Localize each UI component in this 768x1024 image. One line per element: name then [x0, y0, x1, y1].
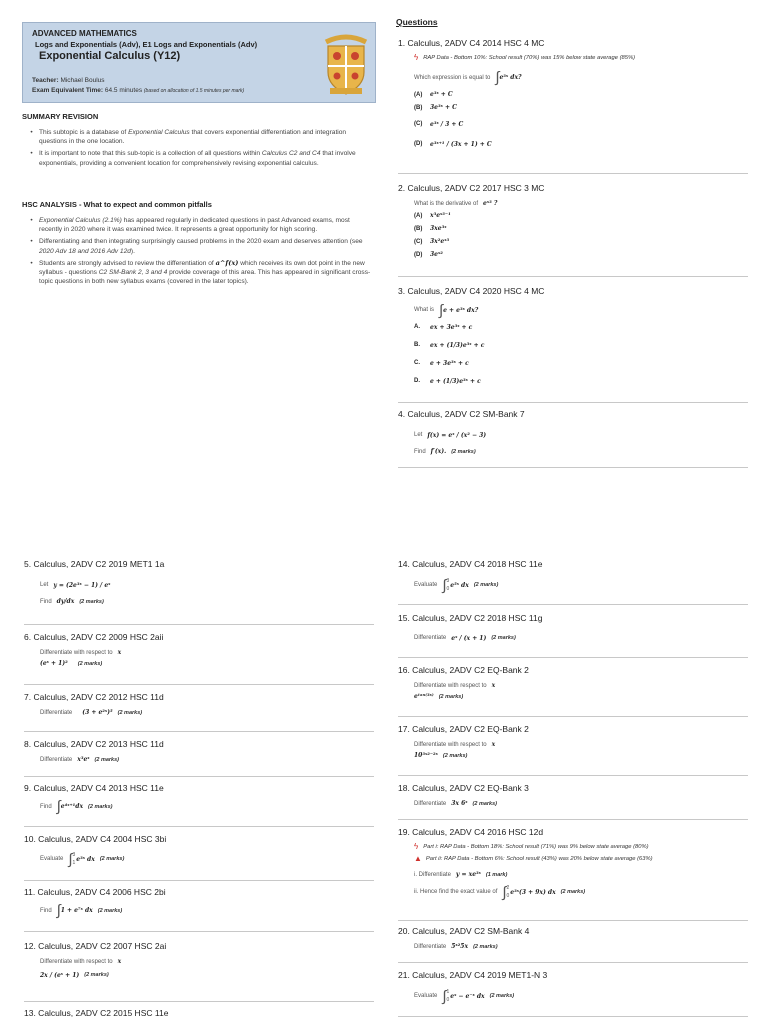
- question-16: 16. Calculus, 2ADV C2 EQ-Bank 2 Differentiate with respect to x eᵗᵃⁿ⁽³ˣ⁾ (2 marks): [398, 665, 748, 702]
- question-heading: 3. Calculus, 2ADV C4 2020 HSC 4 MC: [398, 286, 545, 296]
- answer-option: (A) e³ˣ + C: [414, 91, 453, 98]
- question-heading: 17. Calculus, 2ADV C2 EQ-Bank 2: [398, 724, 529, 734]
- question-heading: 10. Calculus, 2ADV C4 2004 HSC 3bi: [24, 834, 167, 844]
- question-heading: 16. Calculus, 2ADV C2 EQ-Bank 2: [398, 665, 529, 675]
- question-8: 8. Calculus, 2ADV C2 2013 HSC 11d Differentiate x³eˣ (2 marks): [24, 739, 374, 765]
- time-label: Exam Equivalent Time:: [32, 87, 104, 94]
- divider: [398, 467, 748, 468]
- summary-heading: SUMMARY REVISION: [22, 112, 99, 121]
- question-9: 9. Calculus, 2ADV C4 2013 HSC 11e Find ∫ e⁴ˣ⁺¹dx (2 marks): [24, 783, 374, 815]
- question-5: 5. Calculus, 2ADV C2 2019 MET1 1a Let y = (2e³ˣ − 1) / eˣ Find dy/dx (2 marks): [24, 559, 374, 607]
- divider: [398, 716, 748, 717]
- divider: [398, 1016, 748, 1017]
- rap-note: ϟ Part i: RAP Data - Bottom 18%: School result (71%) was 9% below state average (80%): [414, 842, 649, 851]
- lightning-icon: ϟ: [414, 53, 419, 62]
- divider: [398, 920, 748, 921]
- course-label: ADVANCED MATHEMATICS: [32, 29, 137, 38]
- question-13: [24, 1008, 374, 1018]
- questions-title: Questions: [396, 17, 438, 27]
- divider: [398, 173, 748, 174]
- divider: [398, 276, 748, 277]
- divider: [398, 819, 748, 820]
- question-10: 10. Calculus, 2ADV C4 2004 HSC 3bi Evaluate ∫ 3 1 e³ˣ dx (2 marks): [24, 834, 374, 869]
- page-title: Exponential Calculus (Y12): [39, 50, 181, 62]
- question-heading: 18. Calculus, 2ADV C2 EQ-Bank 3: [398, 783, 529, 793]
- answer-option: C. e + 3e³ˣ + c: [414, 359, 469, 367]
- divider: [398, 775, 748, 776]
- question-heading: 7. Calculus, 2ADV C2 2012 HSC 11d: [24, 692, 164, 702]
- question-heading: 21. Calculus, 2ADV C4 2019 MET1-N 3: [398, 970, 548, 980]
- answer-option: (D) 3eˣ²: [414, 251, 443, 258]
- summary-bullet: • It is important to note that this sub-topic is a collection of all questions within Calculus C2 and C4 that involve exponentials, providing a convenient location for comprehensively revising exponential calculus.: [30, 150, 356, 167]
- answer-option: D. e + (1/3)e³ˣ + c: [414, 377, 481, 385]
- question-heading: 4. Calculus, 2ADV C2 SM-Bank 7: [398, 409, 525, 419]
- time-value: 64.5 minutes: [104, 87, 143, 94]
- question-2: 2. Calculus, 2ADV C2 2017 HSC 3 MC What is the derivative of eˣ³ ? (A) x³eˣ³⁻¹ (B) 3xe³ˣ (C) 3x²eˣ³ (D) 3eˣ²: [398, 183, 748, 261]
- hsc-bullet: • Differentiating and then integrating surprisingly caused problems in the 2020 exam and deserves attention (see 2020 Adv 18 and 2016 Adv 12d).: [30, 238, 363, 255]
- hsc-heading: HSC ANALYSIS - What to expect and common pitfalls: [22, 200, 212, 209]
- question-heading: 20. Calculus, 2ADV C2 SM-Bank 4: [398, 926, 530, 936]
- question-heading: 13. Calculus, 2ADV C2 2015 HSC 11e: [24, 1008, 169, 1018]
- divider: [24, 776, 374, 777]
- divider: [398, 657, 748, 658]
- divider: [398, 402, 748, 403]
- divider: [24, 880, 374, 881]
- divider: [24, 731, 374, 732]
- answer-option: (D) e³ˣ⁺¹ / (3x + 1) + C: [414, 140, 492, 148]
- question-heading: 9. Calculus, 2ADV C4 2013 HSC 11e: [24, 783, 164, 793]
- answer-option: A. ex + 3e³ˣ + c: [414, 323, 473, 331]
- divider: [24, 684, 374, 685]
- summary-list: [24, 128, 374, 171]
- teacher-line: [32, 77, 105, 84]
- divider: [398, 962, 748, 963]
- question-11: 11. Calculus, 2ADV C4 2006 HSC 2bi Find ∫ 1 + e⁷ˣ dx (2 marks): [24, 887, 374, 919]
- answer-option: (A) x³eˣ³⁻¹: [414, 212, 451, 219]
- topic-label: Logs and Exponentials (Adv), E1 Logs and Exponentials (Adv): [35, 40, 258, 49]
- question-heading: 12. Calculus, 2ADV C2 2007 HSC 2ai: [24, 941, 167, 951]
- answer-option: (B) 3xe³ˣ: [414, 225, 447, 232]
- time-note: (based on allocation of 1.5 minutes per mark): [143, 88, 245, 94]
- question-14: 14. Calculus, 2ADV C4 2018 HSC 11e Evaluate ∫ 3 0 e⁵ˣ dx (2 marks): [398, 559, 748, 596]
- rap-note: ϟ RAP Data - Bottom 10%: School result (70%) was 15% below state average (85%): [414, 53, 636, 62]
- time-line: [32, 87, 244, 94]
- summary-bullet: • This subtopic is a database of Exponential Calculus that covers exponential differentiation and integration questions in the one location.: [30, 129, 347, 146]
- question-heading: 5. Calculus, 2ADV C2 2019 MET1 1a: [24, 559, 165, 569]
- question-19: 19. Calculus, 2ADV C4 2016 HSC 12d ϟ Part i: RAP Data - Bottom 18%: School result (71%) was 9% below state average (80%) ▲ Part ii: RAP Data - Bottom 6%: School result (43%) was 20% below state average (63%) i. Differentiate y = xe³ˣ (1 mark) ii. Hence find the exact value of ∫ 2 0 e³ˣ(3 + 9x) dx (2 marks): [398, 827, 748, 904]
- answer-option: B. ex + (1/3)e³ˣ + c: [414, 341, 485, 349]
- question-15: 15. Calculus, 2ADV C2 2018 HSC 11g Differentiate eˣ / (x + 1) (2 marks): [398, 613, 748, 648]
- teacher-label: Teacher:: [32, 77, 59, 84]
- hsc-bullet: • Exponential Calculus (2.1%) has appeared regularly in dedicated questions in past Advanced exams, most recently in 2020 where it was examined twice. It represents a great opportunity for high scoring.: [30, 217, 350, 234]
- teacher-name: Michael Boulus: [60, 77, 105, 84]
- answer-option: (B) 3e³ˣ + C: [414, 104, 457, 111]
- question-heading: 19. Calculus, 2ADV C4 2016 HSC 12d: [398, 827, 544, 837]
- answer-option: (C) e³ˣ / 3 + C: [414, 120, 464, 128]
- question-3: 3. Calculus, 2ADV C4 2020 HSC 4 MC What is ∫ e + e³ˣ dx? A. ex + 3e³ˣ + c B. ex + (1/3)e³ˣ + c C. e + 3e³ˣ + c D. e + (1/3)e³ˣ + c: [398, 286, 748, 391]
- question-heading: 11. Calculus, 2ADV C4 2006 HSC 2bi: [24, 887, 166, 897]
- answer-option: (C) 3x²eˣ³: [414, 238, 450, 245]
- lightning-icon: ϟ: [414, 842, 419, 851]
- question-heading: 8. Calculus, 2ADV C2 2013 HSC 11d: [24, 739, 164, 749]
- question-20: 20. Calculus, 2ADV C2 SM-Bank 4 Differentiate 5ˣ²5x (2 marks): [398, 926, 748, 952]
- question-heading: 14. Calculus, 2ADV C4 2018 HSC 11e: [398, 559, 543, 569]
- divider: [24, 1001, 374, 1002]
- question-heading: 2. Calculus, 2ADV C2 2017 HSC 3 MC: [398, 183, 545, 193]
- question-heading: 15. Calculus, 2ADV C2 2018 HSC 11g: [398, 613, 543, 623]
- divider: [24, 826, 374, 827]
- crest-logo: [320, 28, 372, 96]
- hsc-list: [24, 216, 374, 289]
- question-1: 1. Calculus, 2ADV C4 2014 HSC 4 MC ϟ RAP Data - Bottom 10%: School result (70%) was 15% below state average (85%) Which expression is equal to ∫ e³ˣ dx? (A) e³ˣ + C (B) 3e³ˣ + C (C) e³ˣ / 3 + C (D) e³ˣ⁺¹ / (3x + 1) + C: [398, 38, 748, 154]
- question-4: 4. Calculus, 2ADV C2 SM-Bank 7 Let f(x) = eˣ / (x² − 3) Find f′(x). (2 marks): [398, 409, 748, 457]
- question-heading: 1. Calculus, 2ADV C4 2014 HSC 4 MC: [398, 38, 545, 48]
- question-17: 17. Calculus, 2ADV C2 EQ-Bank 2 Differentiate with respect to x 10³ˣ²⁻²ˣ (2 marks): [398, 724, 748, 761]
- header-box: [22, 22, 376, 103]
- question-heading: 6. Calculus, 2ADV C2 2009 HSC 2aii: [24, 632, 164, 642]
- question-6: 6. Calculus, 2ADV C2 2009 HSC 2aii Differentiate with respect to x (eˣ + 1)² (2 marks): [24, 632, 374, 669]
- divider: [398, 604, 748, 605]
- rap-note: ▲ Part ii: RAP Data - Bottom 6%: School result (43%) was 20% below state average (63%): [414, 854, 653, 863]
- question-21: 21. Calculus, 2ADV C4 2019 MET1-N 3 Evaluate ∫ 1 0 eˣ − e⁻ˣ dx (2 marks): [398, 970, 748, 1007]
- divider: [24, 931, 374, 932]
- hsc-bullet: • Students are strongly advised to review the differentiation of a^f(x) which receives its own dot point in the new syllabus - questions C2 SM-Bank 2, 3 and 4 provide coverage of this area. This has appeared in significant cross-topic questions in both new syllabus exams (covered in the later topics).: [30, 258, 371, 286]
- divider: [24, 624, 374, 625]
- warning-icon: ▲: [414, 854, 422, 863]
- question-18: 18. Calculus, 2ADV C2 EQ-Bank 3 Differentiate 3x 6ˣ (2 marks): [398, 783, 748, 809]
- question-7: 7. Calculus, 2ADV C2 2012 HSC 11d Differentiate (3 + e²ˣ)⁵ (2 marks): [24, 692, 374, 718]
- question-12: 12. Calculus, 2ADV C2 2007 HSC 2ai Differentiate with respect to x 2x / (eˣ + 1) (2 marks): [24, 941, 374, 983]
